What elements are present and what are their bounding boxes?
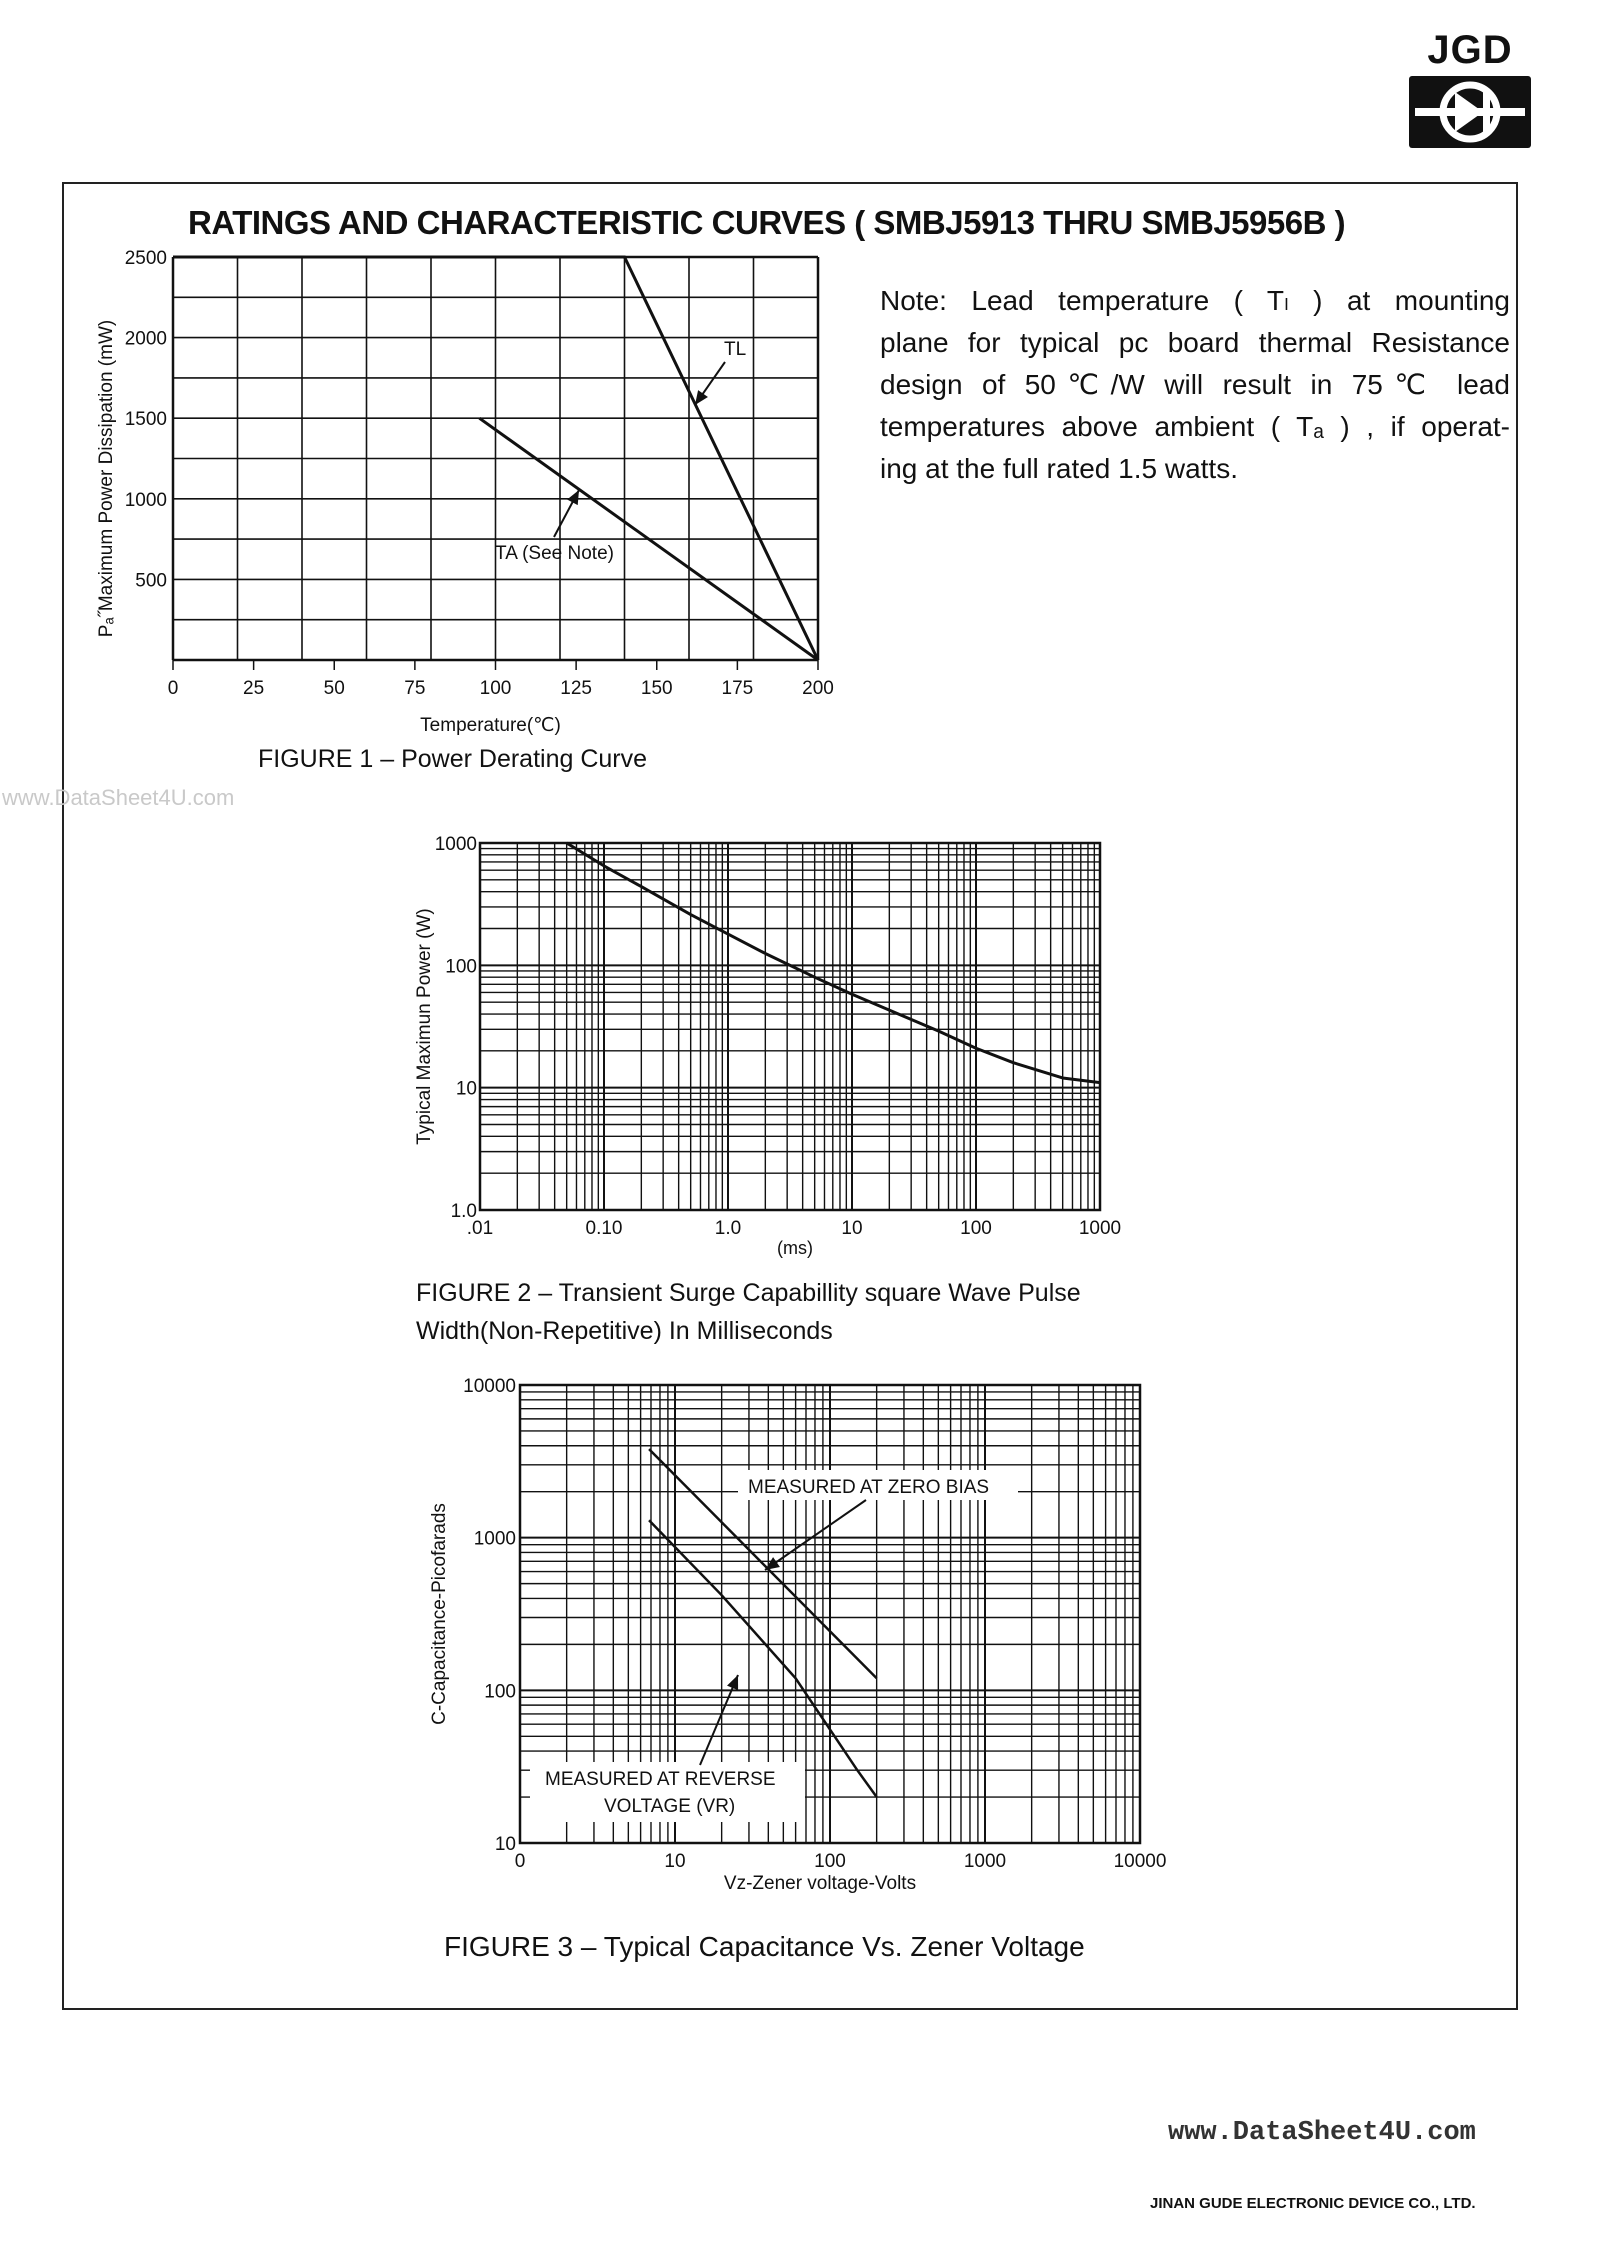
x-tick-label: 10 (664, 1851, 686, 1872)
x-tick-label: 75 (404, 678, 426, 699)
x-axis-label: (ms) (777, 1238, 813, 1258)
watermark-text: www.DataSheet4U.com (2, 785, 235, 810)
ta-annotation: TA (See Note) (495, 543, 614, 564)
note-line: Note: Lead temperature ( Tₗ ) at mounting (880, 285, 1510, 316)
x-tick-label: 0 (167, 678, 179, 699)
x-tick-label: 125 (560, 678, 592, 699)
x-tick-label: 1.0 (714, 1218, 742, 1239)
page-title: RATINGS AND CHARACTERISTIC CURVES ( SMBJ5913 THRU SMBJ5956B ) (188, 204, 1346, 241)
x-tick-label: 10000 (1113, 1851, 1167, 1872)
note-line: design of 50℃/W will result in 75℃ lead (880, 369, 1510, 400)
x-axis-label: Vz-Zener voltage-Volts (723, 1873, 917, 1894)
figure-2-caption-line-1: FIGURE 2 – Transient Surge Capabillity square Wave Pulse (416, 1279, 1081, 1307)
footer-url: www.DataSheet4U.com (1168, 2118, 1476, 2148)
x-tick-label: 100 (960, 1218, 992, 1239)
y-tick-label: 10 (455, 1078, 477, 1100)
y-axis-label: C-Capacitance-Picofarads (429, 1503, 450, 1725)
y-tick-label: 1000 (473, 1528, 516, 1550)
logo-text: JGD (1427, 28, 1513, 72)
y-axis-label: Typical Maximun Power (W) (414, 908, 435, 1145)
x-tick-label: 100 (814, 1851, 846, 1872)
x-tick-label: .01 (466, 1218, 494, 1239)
reverse-voltage-annotation-2: VOLTAGE (VR) (604, 1796, 736, 1817)
y-axis-label: Pₐ˝Maximum Power Dissipation (mW) (96, 319, 117, 638)
y-tick-label: 10 (494, 1834, 516, 1855)
x-tick-label: 25 (243, 678, 265, 699)
y-tick-label: 10000 (463, 1376, 516, 1397)
x-tick-label: 50 (323, 678, 345, 699)
y-tick-label: 1.0 (450, 1201, 477, 1222)
y-tick-label: 1500 (124, 409, 167, 431)
y-tick-label: 500 (135, 570, 167, 592)
tl-annotation: TL (724, 339, 747, 360)
x-tick-label: 200 (802, 678, 834, 699)
y-tick-label: 100 (484, 1681, 516, 1703)
reverse-voltage-annotation: MEASURED AT REVERSE (545, 1769, 776, 1790)
figure-1-caption: FIGURE 1 – Power Derating Curve (258, 745, 648, 773)
x-tick-label: 175 (721, 678, 754, 699)
note-line: plane for typical pc board thermal Resistance (880, 327, 1510, 358)
x-tick-label: 150 (640, 678, 673, 699)
figure-3-caption: FIGURE 3 – Typical Capacitance Vs. Zener Voltage (444, 1931, 1085, 1962)
y-tick-label: 2000 (124, 328, 167, 350)
y-tick-label: 100 (445, 956, 477, 978)
note-line: ing at the full rated 1.5 watts. (880, 453, 1238, 484)
y-tick-label: 1000 (434, 834, 477, 855)
x-tick-label: 1000 (1078, 1218, 1122, 1239)
x-tick-label: 10 (841, 1218, 863, 1239)
y-tick-label: 1000 (124, 489, 167, 511)
figure-2-caption-line-2: Width(Non-Repetitive) In Milliseconds (416, 1317, 833, 1345)
footer-company: JINAN GUDE ELECTRONIC DEVICE CO., LTD. (1150, 2195, 1476, 2212)
note-line: temperatures above ambient ( Tₐ ) , if operat- (880, 411, 1510, 442)
x-tick-label: 0.10 (585, 1218, 623, 1239)
x-axis-label: Temperature(℃) (420, 715, 561, 736)
y-tick-label: 2500 (124, 248, 167, 269)
zero-bias-annotation: MEASURED AT ZERO BIAS (748, 1477, 990, 1498)
x-tick-label: 1000 (963, 1851, 1007, 1872)
x-tick-label: 100 (479, 678, 512, 699)
zero-bias-arrow-head (765, 1557, 780, 1570)
x-tick-label: 0 (514, 1851, 526, 1872)
